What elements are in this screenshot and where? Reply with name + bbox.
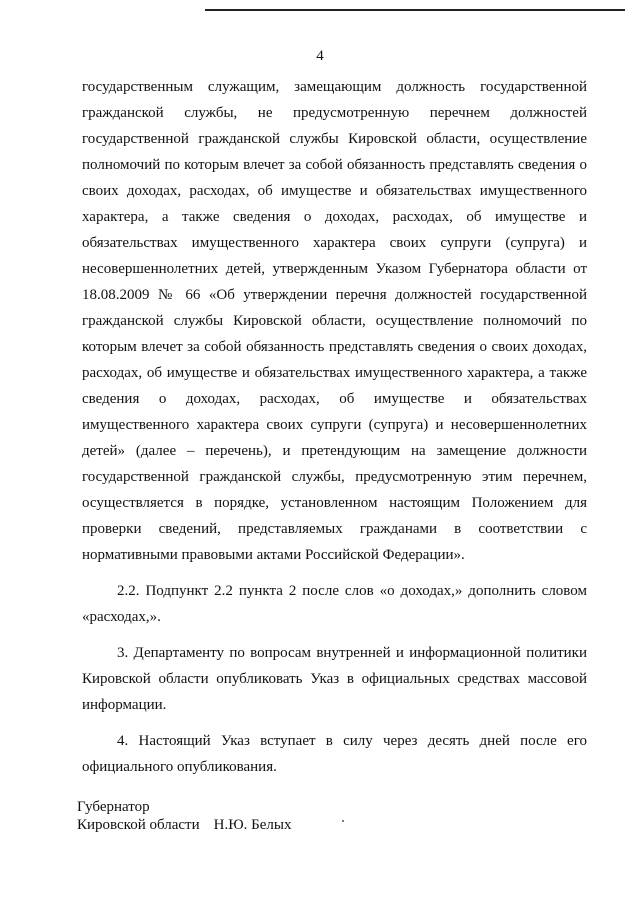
- text-line: детей» (далее – перечень), и претендующим на замещение должности: [82, 443, 587, 459]
- signature-block: [77, 798, 291, 834]
- paragraph-continuation: [82, 74, 587, 568]
- signatory-region: Кировской области: [77, 817, 200, 833]
- text-line: характера, а также сведения о доходах, расходах, об имуществе и: [82, 209, 587, 225]
- text-line: обязательствах имущественного характера своих супруги (супруга) и: [82, 235, 587, 251]
- text-line: официального опубликования.: [82, 759, 277, 775]
- paragraph-4: [82, 728, 587, 780]
- text-line: гражданской службы, не предусмотренную перечнем должностей: [82, 105, 587, 121]
- text-line: государственной гражданской службы, предусмотренную этим перечнем,: [82, 469, 587, 485]
- text-line: государственной гражданской службы Кировской области, осуществление: [82, 131, 587, 147]
- text-line: государственным служащим, замещающим должность государственной: [82, 79, 587, 95]
- text-line: расходах, об имуществе и обязательствах имущественного характера, а также: [82, 365, 587, 381]
- signatory-name: Н.Ю. Белых: [213, 817, 292, 833]
- paragraph-2-2: [82, 578, 587, 630]
- text-line: проверки сведений, представляемых гражданами в соответствии с: [82, 521, 587, 537]
- text-line: полномочий по которым влечет за собой обязанность представлять сведения о: [82, 157, 587, 173]
- text-line: имущественного характера своих супруги (супруга) и несовершеннолетних: [82, 417, 587, 433]
- text-line: информации.: [82, 697, 167, 713]
- header-rule: [205, 9, 625, 11]
- text-line: 18.08.2009 № 66 «Об утверждении перечня должностей государственной: [82, 287, 587, 303]
- paragraph-3: [82, 640, 587, 718]
- text-line: 2.2. Подпункт 2.2 пункта 2 после слов «о доходах,» дополнить словом: [117, 583, 587, 599]
- text-line: 4. Настоящий Указ вступает в силу через десять дней после его: [117, 733, 587, 749]
- signatory-title: Губернатор: [77, 799, 150, 815]
- text-line: нормативными правовыми актами Российской Федерации».: [82, 547, 465, 563]
- scan-speck: [342, 820, 344, 822]
- signatory-region-line: [77, 816, 291, 834]
- text-line: гражданской службы Кировской области, осуществление полномочий по: [82, 313, 587, 329]
- text-line: «расходах,».: [82, 609, 161, 625]
- text-line: своих доходах, расходах, об имуществе и обязательствах имущественного: [82, 183, 587, 199]
- text-line: которым влечет за собой обязанность представлять сведения о своих доходах,: [82, 339, 587, 355]
- document-body: [82, 74, 587, 790]
- page-number: 4: [316, 48, 324, 64]
- text-line: Кировской области опубликовать Указ в официальных средствах массовой: [82, 671, 587, 687]
- text-line: несовершеннолетних детей, утвержденным Указом Губернатора области от: [82, 261, 587, 277]
- text-line: сведения о доходах, расходах, об имуществе и обязательствах: [82, 391, 587, 407]
- text-line: осуществляется в порядке, установленном настоящим Положением для: [82, 495, 587, 511]
- text-line: 3. Департаменту по вопросам внутренней и информационной политики: [117, 645, 587, 661]
